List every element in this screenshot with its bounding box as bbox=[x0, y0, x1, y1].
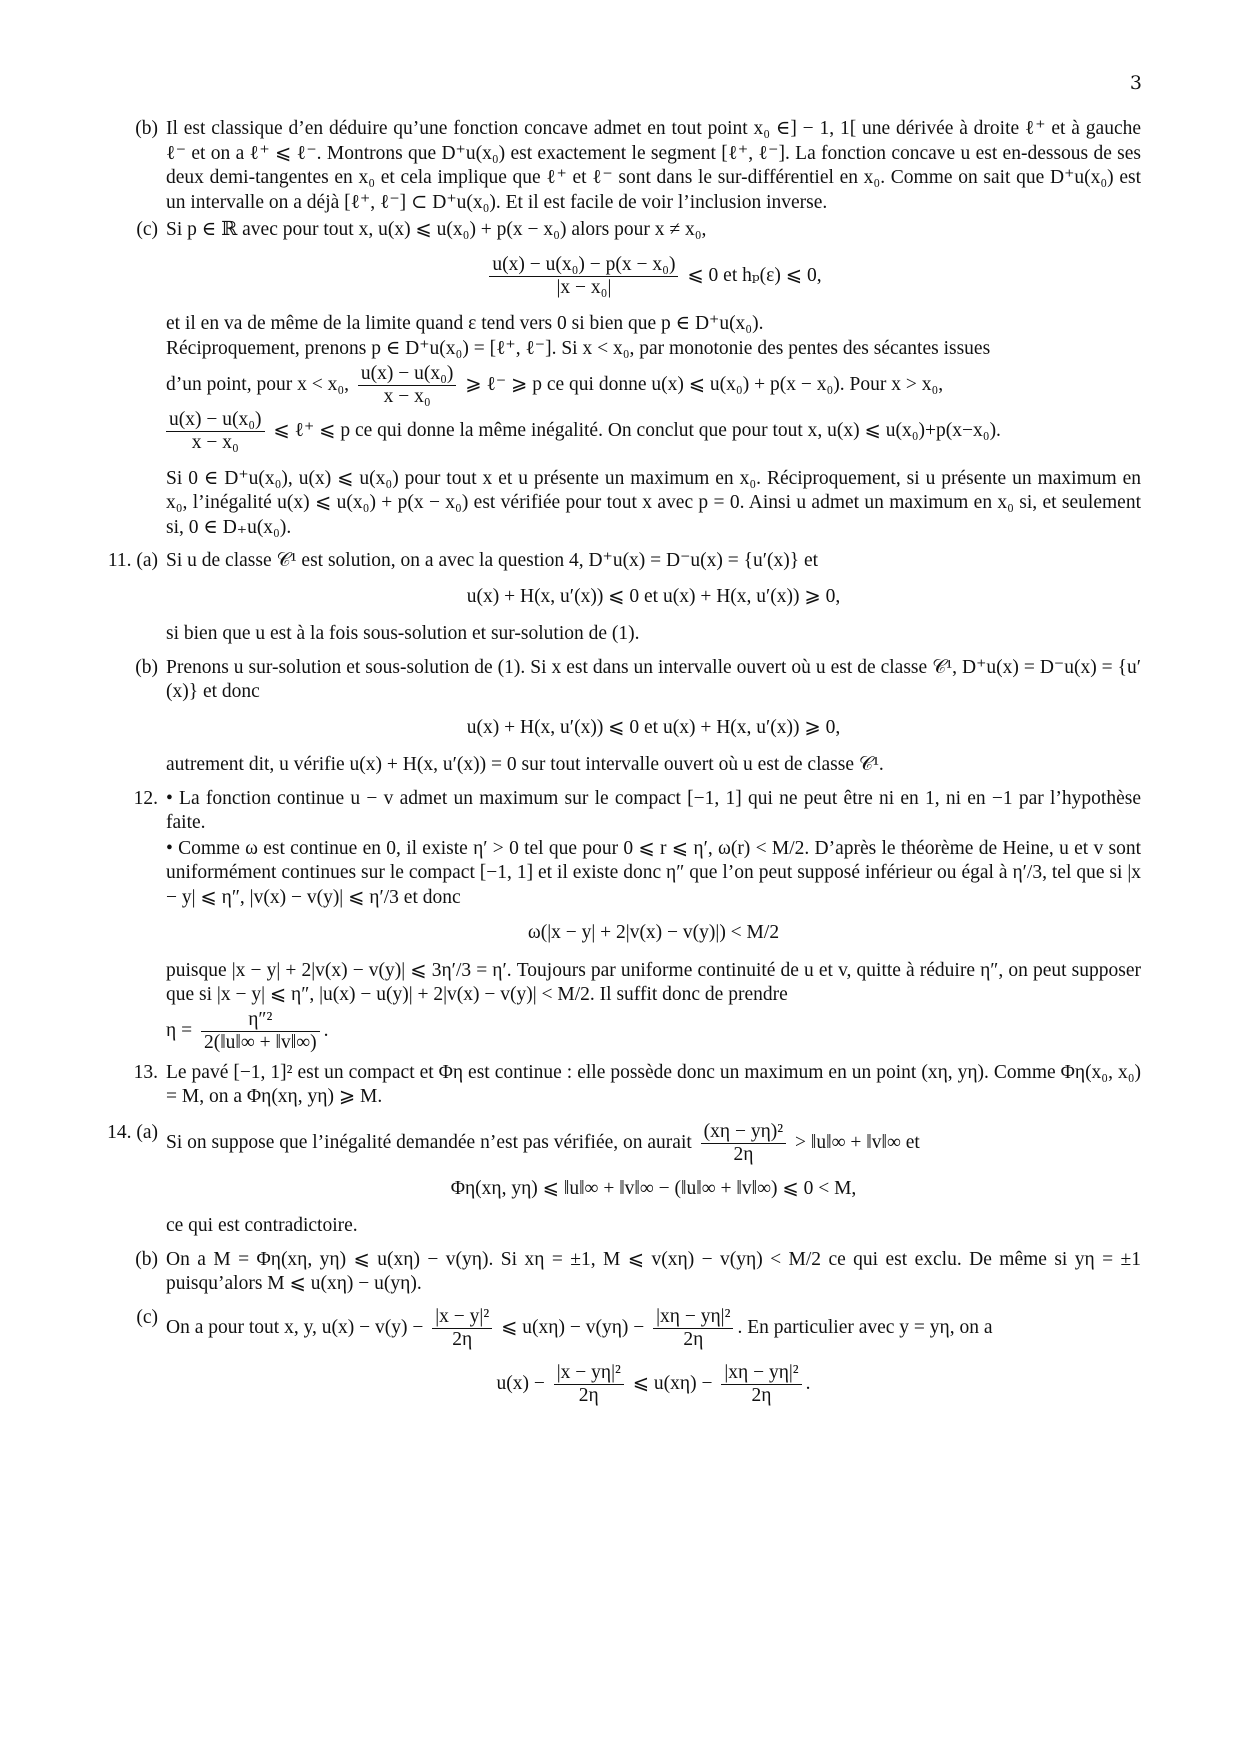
q14-a-display: Φη(xη, yη) ⩽ ‖u‖∞ + ‖v‖∞ − (‖u‖∞ + ‖v‖∞) ⩽ 0 < M, bbox=[450, 1177, 857, 1199]
fraction-numerator: |xη − yη|² bbox=[721, 1362, 801, 1385]
fraction-numerator: u(x) − u(x₀) − p(x − x₀) bbox=[489, 254, 678, 277]
fraction-denominator: 2η bbox=[578, 1384, 599, 1406]
document-body bbox=[96, 117, 1141, 1420]
fraction-denominator: x − x₀ bbox=[383, 385, 431, 407]
q14-d-pre: u(x) − bbox=[496, 1372, 545, 1394]
q10-c-max: Si 0 ∈ D⁺u(x₀), u(x) ⩽ u(x₀) pour tout x et u présente un maximum en x₀. Réciproquement, si u présente un maximum en x₀, l’inégalité u(x) ⩽ u(x₀) + p(x − x₀) est vérifiée pour tout x avec p = 0. Ainsi u admet un maximum en x₀ si, et seulement si, 0 ∈ D₊u(x₀). bbox=[166, 467, 1141, 538]
fraction-numerator: (xη − yη)² bbox=[701, 1121, 786, 1144]
q10-c-line3-post: ⩾ ℓ⁻ ⩾ p ce qui donne u(x) ⩽ u(x₀) + p(x − x₀). Pour x > x₀, bbox=[465, 373, 944, 395]
fraction-denominator: x − x₀ bbox=[191, 431, 239, 453]
q12-eta-lhs: η = bbox=[166, 1019, 193, 1041]
q12-eta-fraction bbox=[201, 1009, 320, 1054]
q14-b bbox=[96, 1248, 1141, 1297]
q14-d-end: . bbox=[805, 1372, 811, 1394]
fraction-numerator: |xη − yη|² bbox=[653, 1306, 733, 1329]
page-number: 3 bbox=[1129, 72, 1142, 94]
q14-d-mid: ⩽ u(xη) − bbox=[632, 1372, 713, 1394]
q14-label bbox=[96, 1121, 158, 1146]
q14-c-fraction-1 bbox=[432, 1306, 492, 1351]
q12-display: ω(|x − y| + 2|v(x) − v(y)|) < M/2 bbox=[527, 922, 780, 943]
q14-a-after: ce qui est contradictoire. bbox=[166, 1215, 358, 1236]
q12-p1: • La fonction continue u − v admet un maximum sur le compact [−1, 1] qui ne peut être ni en 1, ni en −1 par l’hypothèse faite. bbox=[166, 787, 1141, 833]
fraction-numerator: u(x) − u(x₀) bbox=[166, 409, 265, 432]
q12-eta-end: . bbox=[323, 1019, 329, 1041]
q14-c-display bbox=[166, 1362, 1141, 1407]
q11-number: 11. bbox=[107, 550, 132, 571]
q10-c-after: et il en va de même de la limite quand ε tend vers 0 si bien que p ∈ D⁺u(x₀). bbox=[166, 312, 764, 334]
q10-c-label: (c) bbox=[136, 219, 158, 240]
q12-p3: puisque |x − y| + 2|v(x) − v(y)| ⩽ 3η′/3 = η′. Toujours par uniforme continuité de u et v, quitte à réduire η″, on peut supposer que si |x − y| ⩽ η″, |u(x) − u(y)| + 2|v(x) − v(y)| < M/2. Il suffit donc de prendre bbox=[166, 959, 1141, 1005]
q10-c bbox=[96, 218, 1141, 540]
q14-d-fraction-2 bbox=[721, 1362, 801, 1407]
q13 bbox=[96, 1061, 1141, 1110]
q10-c-line4 bbox=[166, 409, 1141, 454]
q13-text: Le pavé [−1, 1]² est un compact et Φη est continue : elle possède donc un maximum en un point (xη, yη). Comme Φη(x₀, x₀) = M, on a Φη(xη, yη) ⩾ M. bbox=[166, 1061, 1141, 1107]
fraction-numerator: |x − y|² bbox=[432, 1306, 492, 1329]
q10-c-display-fraction bbox=[489, 254, 678, 299]
q14-a-post: > ‖u‖∞ + ‖v‖∞ et bbox=[795, 1131, 920, 1153]
q10-c-display-rest: ⩽ 0 et hₚ(ε) ⩽ 0, bbox=[687, 264, 822, 286]
q12-eta bbox=[166, 1009, 1141, 1054]
q14-number: 14. bbox=[107, 1121, 132, 1143]
fraction-numerator: u(x) − u(x₀) bbox=[358, 363, 457, 386]
q11-b-text: Prenons u sur-solution et sous-solution de (1). Si x est dans un intervalle ouvert où u est de classe 𝒞¹, D⁺u(x) = D⁻u(x) = {u′(x)} et donc bbox=[166, 656, 1141, 702]
q10-c-line3-fraction bbox=[358, 363, 457, 408]
fraction-denominator: 2η bbox=[751, 1384, 772, 1406]
q11-b-after: autrement dit, u vérifie u(x) + H(x, u′(x)) = 0 sur tout intervalle ouvert où u est de classe 𝒞¹. bbox=[166, 754, 884, 775]
q11-b-label: (b) bbox=[135, 656, 158, 678]
fraction-denominator: 2η bbox=[683, 1328, 704, 1350]
q14-c-line bbox=[166, 1306, 1141, 1351]
q12-number: 12. bbox=[133, 787, 158, 809]
q10-b-label: (b) bbox=[135, 118, 158, 139]
q14-a-label: (a) bbox=[136, 1121, 158, 1143]
q14-c bbox=[96, 1306, 1141, 1407]
q14-c-post: . En particulier avec y = yη, on a bbox=[737, 1316, 993, 1338]
q11-label bbox=[96, 549, 158, 574]
q14-a-pre: Si on suppose que l’inégalité demandée n’est pas vérifiée, on aurait bbox=[166, 1131, 692, 1153]
q14-a-line bbox=[166, 1121, 1141, 1166]
q10-c-line4-fraction bbox=[166, 409, 265, 454]
q14-d-fraction-1 bbox=[554, 1362, 624, 1407]
q14-c-fraction-2 bbox=[653, 1306, 733, 1351]
q10-c-display bbox=[166, 254, 1141, 299]
q12 bbox=[96, 787, 1141, 1054]
q10-b-text: Il est classique d’en déduire qu’une fonction concave admet en tout point x₀ ∈] − 1, 1[ une dérivée à droite ℓ⁺ et à gauche ℓ⁻ et on a ℓ⁺ ⩽ ℓ⁻. Montrons que D⁺u(x₀) est exactement le segment [ℓ⁺, ℓ⁻]. La fonction concave u est en-dessous de ses deux demi-tangentes en x₀ et cela implique que ℓ⁺ et ℓ⁻ sont dans le sur-différentiel en x₀. Comme on sait que D⁺u(x₀) est un intervalle on a déjà [ℓ⁺, ℓ⁻] ⊂ D⁺u(x₀). Et il est facile de voir l’inclusion inverse. bbox=[166, 118, 1141, 213]
q11-a bbox=[96, 549, 1141, 647]
q14-c-mid: ⩽ u(xη) − v(yη) − bbox=[501, 1316, 645, 1338]
q10-c-line4-post: ⩽ ℓ⁺ ⩽ p ce qui donne la même inégalité. On conclut que pour tout x, u(x) ⩽ u(x₀)+p(x−x₀). bbox=[273, 419, 1001, 441]
fraction-numerator: |x − yη|² bbox=[554, 1362, 624, 1385]
fraction-denominator: 2(‖u‖∞ + ‖v‖∞) bbox=[203, 1031, 317, 1053]
q13-number: 13. bbox=[133, 1061, 158, 1083]
q10-c-line3-pre: d’un point, pour x < x₀, bbox=[166, 373, 349, 395]
q11-a-text: Si u de classe 𝒞¹ est solution, on a avec la question 4, D⁺u(x) = D⁻u(x) = {u′(x)} et bbox=[166, 550, 819, 571]
q11-a-after: si bien que u est à la fois sous-solution et sur-solution de (1). bbox=[166, 623, 640, 644]
fraction-denominator: 2η bbox=[452, 1328, 473, 1350]
q11-b-display: u(x) + H(x, u′(x)) ⩽ 0 et u(x) + H(x, u′(x)) ⩾ 0, bbox=[466, 716, 841, 738]
q10-c-intro: Si p ∈ ℝ avec pour tout x, u(x) ⩽ u(x₀) + p(x − x₀) alors pour x ≠ x₀, bbox=[166, 219, 707, 240]
q14-b-label: (b) bbox=[135, 1248, 158, 1270]
q10-c-line3 bbox=[166, 363, 1141, 408]
fraction-numerator: η″² bbox=[201, 1009, 320, 1032]
q11-a-label: (a) bbox=[136, 550, 158, 571]
q14-c-pre: On a pour tout x, y, u(x) − v(y) − bbox=[166, 1316, 424, 1338]
q10-c-recip: Réciproquement, prenons p ∈ D⁺u(x₀) = [ℓ⁺, ℓ⁻]. Si x < x₀, par monotonie des pentes des sécantes issues bbox=[166, 338, 991, 359]
fraction-denominator: |x − x₀| bbox=[556, 276, 612, 298]
q14-a-fraction bbox=[701, 1121, 786, 1166]
fraction-denominator: 2η bbox=[733, 1143, 754, 1165]
q11-b bbox=[96, 656, 1141, 778]
q14-a bbox=[96, 1121, 1141, 1239]
q14-c-label: (c) bbox=[136, 1306, 158, 1328]
q10-b bbox=[96, 117, 1141, 215]
q11-a-display: u(x) + H(x, u′(x)) ⩽ 0 et u(x) + H(x, u′(x)) ⩾ 0, bbox=[466, 585, 841, 607]
q12-p2: • Comme ω est continue en 0, il existe η′ > 0 tel que pour 0 ⩽ r ⩽ η′, ω(r) < M/2. D’après le théorème de Heine, u et v sont uniformément continues sur le compact [−1, 1] et il existe donc η″ que l’on peut supposé inférieur ou égal à η′/3, tel que si |x − y| ⩽ η″, |v(x) − v(y)| ⩽ η′/3 et donc bbox=[166, 837, 1141, 908]
q14-b-text: On a M = Φη(xη, yη) ⩽ u(xη) − v(yη). Si xη = ±1, M ⩽ v(xη) − v(yη) < M/2 ce qui est exclu. De même si yη = ±1 puisqu’alors M ⩽ u(xη) − u(yη). bbox=[166, 1248, 1141, 1294]
